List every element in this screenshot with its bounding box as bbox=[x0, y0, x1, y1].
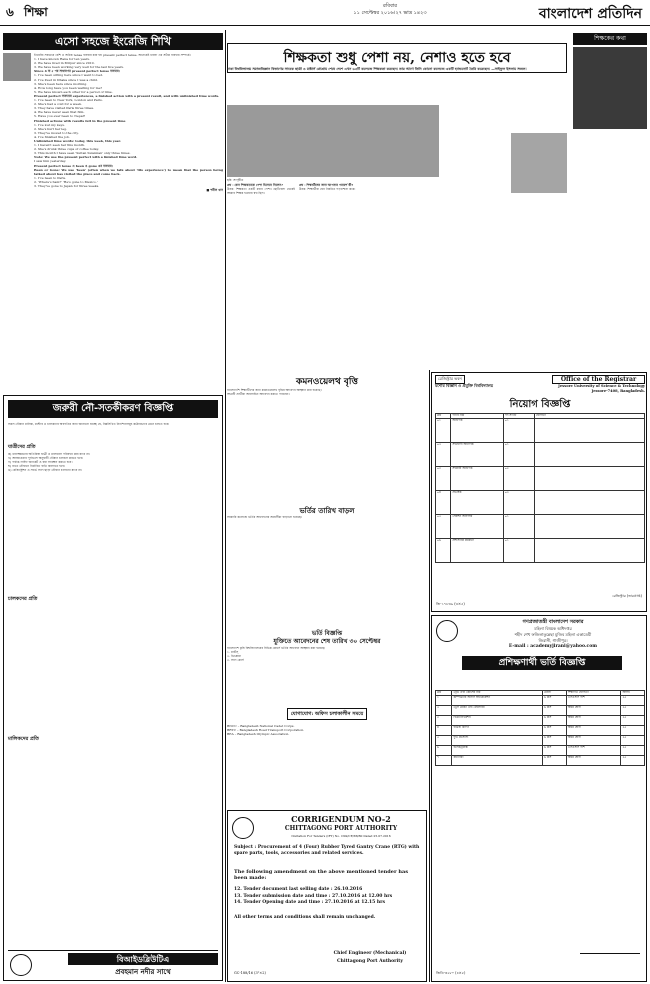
table-cell: ৩ bbox=[436, 715, 452, 725]
corrigendum-org: CHITTAGONG PORT AUTHORITY bbox=[284, 825, 398, 832]
feature-question: প্রশ্ন : শিক্ষার্থীদের জন্য আপনার পরামর্শ কী? bbox=[299, 183, 354, 187]
lesson-line: ইংরেজি সবচেয়ে বেশি ও অধিক tense ব্যবহার করা হয় present perfect tense. অনেকেই ধারণা এর সঠিক ব্যবহার সম্পর্কে। bbox=[34, 53, 191, 57]
feature-answer: উত্তর: শিক্ষার্থীরা যেন নিয়মিত পড়াশোনা করে। bbox=[299, 187, 356, 192]
lesson-line: 3. This month I have seen 'Sultan Suleiman' only three times. bbox=[34, 151, 131, 156]
center-notice-title: ভর্তি বিজ্ঞপ্তি bbox=[311, 630, 343, 637]
biwta-logo bbox=[10, 954, 32, 976]
center-notice-org: BNCC – Bangladesh National Cadet Corps. bbox=[227, 724, 295, 728]
center-notice-subtitle: যুক্তিতে আবেদনের শেষ তারিখ ৩০ সেপ্টেম্বর bbox=[273, 638, 381, 645]
lesson-line: 1. I've been sitting here since I went to bed. bbox=[34, 73, 104, 78]
table-cell: অষ্টম শ্রেণী bbox=[566, 755, 621, 765]
table-cell: ২৫ bbox=[621, 715, 645, 725]
table-cell: ০২ bbox=[503, 466, 534, 490]
feature-author: —সাইফুল ইসলাম সজল। bbox=[491, 67, 527, 71]
table-cell: অষ্টম শ্রেণী bbox=[566, 715, 621, 725]
corrigendum-signer-title: Chief Engineer (Mechanical) bbox=[333, 951, 407, 956]
lesson-line: 1. I've been to Paris. bbox=[34, 175, 67, 180]
english-lesson-title: এসো সহজে ইংরেজি শিখি bbox=[3, 33, 223, 50]
table-cell: ৫ bbox=[436, 735, 452, 745]
center-notice-line: বাংলাদেশ কৃষি বিশ্ববিদ্যালয়ের বিভিন্ন কোর্সে ভর্তির আবেদন আহ্বান করা হয়েছে। bbox=[227, 646, 326, 650]
table-row bbox=[436, 490, 645, 514]
lesson-line: Finished actions with results felt in the present time bbox=[34, 118, 126, 123]
scholarship-body bbox=[227, 388, 427, 500]
job-notice-title: নিয়োগ বিজ্ঞপ্তি bbox=[509, 399, 571, 410]
english-lesson-body bbox=[34, 53, 223, 387]
navy-notice-drivers-heading: চালকদের প্রতি bbox=[8, 596, 38, 602]
lesson-line: Since 4 বা ৫ পর সাধারণত present perfect tense ব্যবহার। bbox=[34, 69, 120, 74]
navy-notice-owners-text bbox=[8, 744, 218, 944]
column-divider bbox=[429, 370, 430, 982]
training-admission-notice bbox=[431, 615, 647, 982]
navy-notice-footer bbox=[8, 950, 218, 978]
feature-body-col5 bbox=[571, 133, 647, 358]
table-cell: ২৫ bbox=[621, 735, 645, 745]
navy-notice-passengers-heading: যাত্রীদের প্রতি bbox=[8, 444, 36, 450]
table-cell: অষ্টম শ্রেণী bbox=[566, 725, 621, 735]
corrigendum-items bbox=[234, 887, 422, 907]
table-cell: ০২ bbox=[436, 442, 451, 466]
lesson-line: 2. She's had a cold for a week. bbox=[34, 102, 82, 107]
table-cell: ০৩ bbox=[503, 490, 534, 514]
date-label: ১১ সেপ্টেম্বর ২০১৬।২৭ ভাদ্র ১৪২৩ bbox=[353, 10, 427, 16]
lesson-line: 3. They have visited Paris three times. bbox=[34, 106, 95, 111]
feature-headline: শিক্ষকতা শুধু পেশা নয়, নেশাও হতে হবে bbox=[227, 43, 567, 73]
training-city: জিরানী, গাজীপুর। bbox=[538, 638, 568, 643]
feature-body-col4 bbox=[443, 105, 507, 358]
table-header-cell: আসন bbox=[621, 691, 645, 696]
lesson-line: Present perfect tense এ been ও gone এর ব্যবহার। bbox=[34, 163, 113, 168]
biwta-name: বিআইডব্লিউটিএ bbox=[68, 953, 218, 965]
feature-campus-photo bbox=[227, 105, 439, 177]
feature-photo-caption: ছবি: সংগৃহীত bbox=[227, 178, 244, 182]
table-cell: ৪ bbox=[436, 725, 452, 735]
feature-article bbox=[227, 33, 647, 368]
feature-question: প্রশ্ন : কেন শিক্ষকতাকে পেশা হিসেবে নিলেন? bbox=[227, 183, 283, 187]
lesson-line: I saw him yesterday. bbox=[34, 159, 67, 164]
table-cell: ২ bbox=[436, 705, 452, 715]
table-cell: ৬ মাস bbox=[542, 715, 566, 725]
table-cell bbox=[535, 418, 645, 442]
lesson-line: 2. We have lived in Mirpur since 2010. bbox=[34, 61, 95, 66]
lesson-line: 4. I've finished the job. bbox=[34, 134, 70, 139]
table-cell: ২৫ bbox=[621, 725, 645, 735]
scholarship-article bbox=[227, 374, 427, 502]
navy-notice-title: জরুরী নৌ-সতর্কীকরণ বিজ্ঞপ্তি bbox=[8, 400, 218, 418]
table-row bbox=[436, 745, 645, 755]
table-cell: ৬ মাস bbox=[542, 735, 566, 745]
center-notice-orgs bbox=[227, 724, 427, 804]
section-title: শিক্ষা bbox=[24, 5, 48, 19]
lesson-line: 3. They've moved to the city. bbox=[34, 130, 79, 135]
table-cell: ০১ bbox=[503, 418, 534, 442]
masthead bbox=[0, 0, 650, 26]
table-cell: ০৪ bbox=[436, 490, 451, 514]
training-gov: গণপ্রজাতন্ত্রী বাংলাদেশ সরকার bbox=[522, 619, 584, 625]
center-admission-notice bbox=[227, 628, 427, 808]
navy-item: ঘ) রাতে নৌযানে নির্ধারিত বাতি জ্বালাতে হবে। bbox=[8, 464, 65, 469]
admission-title: ভর্তির তারিখ বাড়ল bbox=[299, 506, 355, 515]
training-ad-code: জিডি-৩২৮০ (৪×৫) bbox=[436, 971, 466, 975]
corrigendum-notice bbox=[227, 810, 427, 982]
table-cell: সহকারী অধ্যাপক bbox=[451, 466, 504, 490]
job-notice-office: Office of the Registrar bbox=[552, 375, 645, 384]
table-cell: প্রশাসনিক কর্মকর্তা bbox=[451, 538, 504, 562]
table-cell: এসএসসি পাশ bbox=[566, 695, 621, 705]
center-notice-line: ১. ম্যাটস্ bbox=[227, 650, 239, 655]
table-cell: প্রভাষক bbox=[451, 490, 504, 514]
table-cell: ০১ bbox=[503, 514, 534, 538]
lesson-line: 3. We have been working very well for the last five years. bbox=[34, 65, 125, 70]
admission-line: সরকারি কলেজে ভর্তির আবেদনের সময়সীমা বাড়ানো হয়েছে। bbox=[227, 515, 302, 519]
corrigendum-subject: Subject : Procurement of 4 (Four) Rubber Tyred Gantry Crane (RTG) with spare parts, tools, accessories and related services. bbox=[234, 845, 420, 856]
admission-body bbox=[227, 515, 427, 623]
column-divider bbox=[225, 30, 226, 982]
feature-body-col3 bbox=[371, 183, 439, 358]
table-cell: অধ্যাপক bbox=[451, 418, 504, 442]
table-header-cell: মেয়াদ bbox=[542, 691, 566, 696]
table-cell: ৬ মাস bbox=[542, 725, 566, 735]
table-header-cell: যোগ্যতা bbox=[535, 414, 645, 419]
brand-logo: বাংলাদেশ প্রতিদিন bbox=[538, 6, 642, 22]
lesson-line: 3. They've gone to Japan for three weeks. bbox=[34, 184, 100, 188]
navy-notice-drivers-text bbox=[8, 604, 218, 734]
table-row bbox=[436, 514, 645, 538]
lesson-line: 4. How long have you been waiting for me? bbox=[34, 85, 103, 90]
job-notice-table bbox=[435, 413, 645, 563]
english-lesson-photo bbox=[3, 53, 31, 81]
corrigendum-item: 13. Tender submission date and time : 27.10.2016 at 12.00 hrs bbox=[234, 893, 393, 899]
table-cell: ড্রেস মেকিং এন্ড টেইলারিং bbox=[452, 705, 543, 715]
table-row bbox=[436, 442, 645, 466]
table-cell: অষ্টম শ্রেণী bbox=[566, 735, 621, 745]
table-row bbox=[436, 695, 645, 705]
training-gov-logo bbox=[436, 620, 458, 642]
training-email: E-mail : academyjirani@yahoo.com bbox=[508, 644, 598, 649]
table-cell: ২৫ bbox=[621, 745, 645, 755]
feature-side-photo bbox=[511, 133, 567, 193]
table-cell: ২৫ bbox=[621, 695, 645, 705]
table-cell: বিউটিফিকেশন bbox=[452, 715, 543, 725]
navy-item: খ) আবহাওয়ার পূর্বাভাস অনুযায়ী নৌযান চলাচল করতে হবে। bbox=[8, 456, 84, 461]
table-row bbox=[436, 705, 645, 715]
table-cell bbox=[535, 514, 645, 538]
table-row bbox=[436, 466, 645, 490]
feature-body-col2 bbox=[299, 183, 367, 358]
corrigendum-item: 14. Tender Opening date and time : 27.10.2016 at 12.15 hrs bbox=[234, 900, 386, 905]
navy-notice-items bbox=[8, 452, 218, 592]
table-cell: ৬ মাস bbox=[542, 755, 566, 765]
table-cell: এসএসসি পাশ bbox=[566, 745, 621, 755]
job-notice-signature: রেজিস্ট্রার (ভারপ্রাপ্ত) bbox=[612, 594, 642, 598]
table-cell: ০৬ bbox=[436, 538, 451, 562]
lesson-line: 5. We have known each other for a period of time. bbox=[34, 89, 113, 94]
corrigendum-signer-org: Chittagong Port Authority bbox=[337, 959, 403, 964]
table-cell: ৭ bbox=[436, 755, 452, 765]
corrigendum-invitation: Invitation For Tenders (IFT) No. CPA/CE/88/80 Dated 25.07.2016 bbox=[291, 834, 391, 838]
scholarship-title: কমনওয়েলথ বৃত্তি bbox=[296, 377, 358, 387]
training-table bbox=[435, 690, 645, 766]
lesson-line: Note: We use the present perfect with a finished time word. bbox=[34, 155, 138, 160]
lesson-line: 1. I have known Rana for ten years. bbox=[34, 57, 90, 62]
table-cell: ৬ মাস bbox=[542, 705, 566, 715]
corrigendum-footer: All other terms and conditions shall remain unchanged. bbox=[234, 915, 376, 920]
table-row bbox=[436, 418, 645, 442]
training-signature bbox=[580, 944, 640, 954]
lesson-line: Unfinished time words: today, this week, this year. bbox=[34, 138, 121, 143]
feature-body-col1 bbox=[227, 183, 295, 358]
table-cell bbox=[535, 490, 645, 514]
job-notice-address: Jessore-7408, Bangladesh. bbox=[591, 389, 645, 393]
lesson-line: 2. I've lived in Dhaka since I was a child. bbox=[34, 77, 98, 82]
center-notice-org: BRTC – Bangladesh Road Transport Corporation. bbox=[227, 728, 305, 733]
training-ministry: মহিলা বিষয়ক অধিদপ্তর bbox=[534, 626, 572, 631]
table-cell: ০৫ bbox=[436, 514, 451, 538]
training-title: প্রশিক্ষণার্থী ভর্তি বিজ্ঞপ্তি bbox=[462, 656, 622, 670]
job-notice-university-en: Jessore University of Science & Technology bbox=[558, 384, 645, 388]
training-conditions bbox=[436, 776, 644, 956]
table-cell: ৬ মাস bbox=[542, 745, 566, 755]
feature-intro bbox=[227, 67, 567, 103]
feature-category-tag: শিক্ষকের কথা bbox=[573, 33, 647, 45]
job-notice-label: রেজিস্ট্রার ভবন bbox=[435, 375, 465, 384]
lesson-line: 1. I've been to New York, London and Paris. bbox=[34, 98, 103, 103]
center-notice-line: ৩. সনদ কোর্স bbox=[227, 658, 244, 663]
table-cell: ৬ bbox=[436, 745, 452, 755]
navy-intro-text: সকল নৌযান মালিক, মাস্টার ও চালকদের অবগতির জন্য জানানো যাচ্ছে যে, নিম্নলিখিত নির্দেশনাসমূহ কঠোরভাবে মেনে চলতে হবে। bbox=[8, 422, 170, 426]
center-notice-body bbox=[227, 646, 427, 706]
table-cell: ২৫ bbox=[621, 705, 645, 715]
feature-answer: উত্তর: শিক্ষকতা একটি মহান পেশা। ছোটবেলা থেকেই আমার শিক্ষক হওয়ার স্বপ্ন ছিল। bbox=[227, 187, 295, 196]
table-cell: ০১ bbox=[503, 442, 534, 466]
table-cell: ৬ মাস bbox=[542, 695, 566, 705]
lesson-line: Been or Gone: We use 'been' (often when we talk about 'life experience') to mean that the person being talked about has visited the place and come back. bbox=[34, 167, 223, 176]
table-cell bbox=[535, 442, 645, 466]
center-notice-org: BEA – Bangladesh Olympic Association. bbox=[227, 732, 290, 737]
table-header-cell: ক্রম bbox=[436, 414, 451, 419]
feature-portrait-photo bbox=[573, 47, 647, 129]
navy-item: গ) পর্যাপ্ত লাইফ জ্যাকেট ও বয়া সংরক্ষণ করতে হবে। bbox=[8, 460, 73, 465]
scholarship-line: বাংলাদেশি শিক্ষার্থীদের জন্য কমনওয়েলথ বৃত্তির আবেদন আহ্বান করা হয়েছে। bbox=[227, 388, 322, 392]
page-number: ৬ bbox=[6, 5, 14, 19]
lesson-line: 2. She's drunk three cups of coffee today. bbox=[34, 147, 99, 152]
table-row bbox=[436, 538, 645, 562]
table-row bbox=[436, 715, 645, 725]
training-academy: শহীদ শেখ ফজিলাতুন্নেছা মুজিব মহিলা একাডেমী bbox=[514, 632, 592, 637]
table-cell: ১ bbox=[436, 695, 452, 705]
job-notice bbox=[431, 372, 647, 612]
table-cell bbox=[535, 466, 645, 490]
table-cell: ০৩ bbox=[436, 466, 451, 490]
lesson-line: 1. I haven't seen her this month. bbox=[34, 143, 85, 148]
navy-warning-notice bbox=[3, 395, 223, 981]
feature-intro-text: ঢাকা বিশ্ববিদ্যালয় সমাজবিজ্ঞান বিভাগের সাবেক ছাত্রী ও মাষ্টার্স প্রোগ্রাম শেষে দেশে এখন ৬৫টি কলেজে শিক্ষকতা করছেন। তার আগে তিনি কোনো কলেজে একটি হ্যান্ডনোট তৈরি করেছেন। bbox=[227, 67, 491, 71]
day-label: রবিবার bbox=[383, 3, 397, 9]
table-header-cell: ট্রেড এবং কোর্সের নাম bbox=[452, 691, 543, 696]
navy-item: ক) ধারণক্ষমতার অতিরিক্ত যাত্রী ও মালামাল পরিবহন করা যাবে না। bbox=[8, 452, 91, 456]
table-cell: কম্পিউটার অফিস অ্যাপ্লিকেশন bbox=[452, 695, 543, 705]
english-lesson-article bbox=[3, 33, 223, 390]
lesson-line: 5. Have you ever been to Nepal? bbox=[34, 114, 86, 119]
job-notice-university-bn: যশোর বিজ্ঞান ও প্রযুক্তি বিশ্ববিদ্যালয় bbox=[435, 383, 494, 388]
dateline bbox=[300, 3, 480, 17]
table-row bbox=[436, 735, 645, 745]
table-header-cell: ক্রম bbox=[436, 691, 452, 696]
corrigendum-intro: The following amendment on the above mentioned tender has been made: bbox=[234, 869, 409, 881]
table-header-cell: পদ সংখ্যা bbox=[503, 414, 534, 419]
table-header-cell: শিক্ষাগত যোগ্যতা bbox=[566, 691, 621, 696]
biwta-slogan: প্রবহমান নদীর সাথে bbox=[115, 967, 171, 976]
lesson-byline: ■ শরীফ খান bbox=[206, 188, 223, 193]
table-cell bbox=[535, 538, 645, 562]
table-cell: অষ্টম শ্রেণী bbox=[566, 705, 621, 715]
table-cell: সেকশন অফিসার bbox=[451, 514, 504, 538]
table-row bbox=[436, 725, 645, 735]
table-cell: ক্যাটারিং bbox=[452, 755, 543, 765]
table-cell: সহযোগী অধ্যাপক bbox=[451, 442, 504, 466]
table-cell: ২৫ bbox=[621, 755, 645, 765]
table-row bbox=[436, 755, 645, 765]
table-cell: ০১ bbox=[503, 538, 534, 562]
table-cell: হাউজ কিপিং bbox=[452, 725, 543, 735]
lesson-line: 2. 'Where's Sam?' 'He's gone to Mexico.' bbox=[34, 179, 98, 184]
table-cell: ফুড প্রসেসিং bbox=[452, 735, 543, 745]
center-notice-box: যোগাযোগ: অফিস চলাকালীন সময়ে bbox=[287, 708, 367, 720]
lesson-line: 3. She's been here since morning. bbox=[34, 81, 88, 86]
admission-article bbox=[227, 505, 427, 625]
table-header-cell: পদের নাম bbox=[451, 414, 504, 419]
lesson-line: 1. I've lost my keys. bbox=[34, 122, 65, 127]
center-notice-line: ২. ডিপ্লোমা bbox=[227, 654, 242, 659]
lesson-line: Present perfect ব্যবহারে experiences, a finished action with a present result, and with unfinished time words. bbox=[34, 93, 220, 98]
navy-notice-owners-heading: মালিকদের প্রতি bbox=[8, 736, 39, 742]
corrigendum-logo bbox=[232, 817, 254, 839]
corrigendum-item: 12. Tender document last selling date : 26.10.2016 bbox=[234, 887, 363, 892]
scholarship-line: আগ্রহী প্রার্থীরা অনলাইনে আবেদন করতে পারবেন। bbox=[227, 392, 290, 397]
table-cell: ০১ bbox=[436, 418, 451, 442]
job-notice-ad-code: জি-১৭৮৩৯ (৩×৫) bbox=[436, 602, 465, 606]
table-cell: ইলেকট্রনিক্স bbox=[452, 745, 543, 755]
lesson-line: 4. We have never seen that film. bbox=[34, 110, 85, 115]
corrigendum-ad-code: GC-188/16 (3"×2) bbox=[234, 971, 266, 975]
corrigendum-title: CORRIGENDUM NO-2 bbox=[291, 814, 391, 824]
navy-notice-intro bbox=[8, 422, 218, 442]
lesson-line: 2. She's hurt her leg. bbox=[34, 126, 68, 131]
navy-item: ঙ) রেজিস্ট্রেশন ও সার্ভে সনদ ছাড়া নৌযান চালানো যাবে না। bbox=[8, 468, 83, 473]
